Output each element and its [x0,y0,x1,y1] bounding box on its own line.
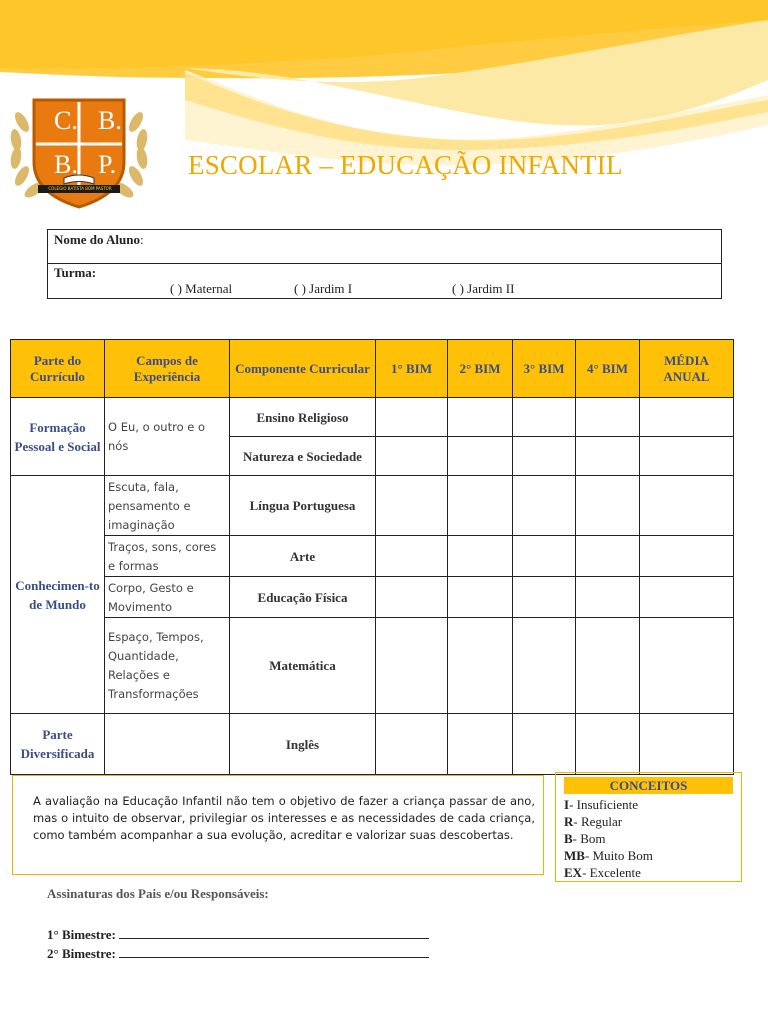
grade-cell[interactable] [448,618,513,714]
grade-cell[interactable] [640,618,734,714]
component-matematica: Matemática [230,618,376,714]
grade-cell[interactable] [513,437,576,476]
option-jardim-i[interactable]: ( ) Jardim I [294,281,353,296]
signatures-title: Assinaturas dos Pais e/ou Responsáveis: [47,886,269,901]
grade-cell[interactable] [576,476,640,536]
class-label: Turma: [54,265,97,280]
grade-cell[interactable] [513,577,576,618]
header-bim1: 1° BIM [376,340,448,398]
table-row [11,536,734,577]
grade-cell[interactable] [576,536,640,577]
part-conhecimento: Conhecimen-to de Mundo [11,476,105,714]
signature-rule-2[interactable] [119,945,429,958]
grade-cell[interactable] [448,398,513,437]
concept-item: B- Bom [564,831,606,846]
header-bim4: 4° BIM [576,340,640,398]
grade-cell[interactable] [376,476,448,536]
field-eu-outro: O Eu, o outro e o nós [105,398,230,476]
part-diversificada: Parte Diversificada [11,714,105,775]
grade-cell[interactable] [640,476,734,536]
header-parte: Parte do Currículo [11,340,105,398]
grade-cell[interactable] [513,476,576,536]
student-name-colon: : [139,232,144,247]
table-row [11,618,734,714]
student-name-label: Nome do Aluno [54,232,140,247]
logo-letter-p: P. [98,150,117,179]
logo-letter-b2: B. [54,150,78,179]
signature-label-2: 2° Bimestre: [47,946,116,961]
grade-cell[interactable] [640,577,734,618]
component-natureza: Natureza e Sociedade [230,437,376,476]
student-class-row [48,264,721,298]
field-empty [105,714,230,775]
school-logo [4,92,154,212]
concept-item: EX- Excelente [564,865,641,880]
grade-cell[interactable] [513,714,576,775]
header-bim2: 2° BIM [448,340,513,398]
grade-cell[interactable] [376,398,448,437]
field-tracos: Traços, sons, cores e formas [105,536,230,577]
concept-item: R- Regular [564,814,623,829]
component-portugues: Língua Portuguesa [230,476,376,536]
field-espaco: Espaço, Tempos, Quantidade, Relações e Transformações [105,618,230,714]
grade-cell[interactable] [376,437,448,476]
grade-cell[interactable] [448,714,513,775]
header-bim3: 3° BIM [513,340,576,398]
grade-cell[interactable] [376,618,448,714]
grade-cell[interactable] [513,536,576,577]
grade-cell[interactable] [640,398,734,437]
option-maternal[interactable]: ( ) Maternal [170,281,233,296]
component-religioso: Ensino Religioso [230,398,376,437]
grade-cell[interactable] [576,437,640,476]
table-row [11,714,734,775]
option-jardim-ii[interactable]: ( ) Jardim II [452,281,515,296]
grade-cell[interactable] [376,536,448,577]
signature-label-1: 1° Bimestre: [47,927,116,942]
logo-band-text: COLÉGIO BATISTA BOM PASTOR [48,186,112,191]
logo-letter-c: C. [54,106,78,135]
grade-cell[interactable] [448,577,513,618]
page-title: ESCOLAR – EDUCAÇÃO INFANTIL [188,150,623,180]
grades-table [10,339,734,775]
signature-line-1[interactable] [47,926,429,943]
grade-cell[interactable] [576,618,640,714]
grade-cell[interactable] [576,398,640,437]
table-row [11,398,734,437]
field-corpo: Corpo, Gesto e Movimento [105,577,230,618]
student-name-row [48,230,721,264]
concept-item: I- Insuficiente [564,797,639,812]
concept-item: MB- Muito Bom [564,848,653,863]
table-row [11,577,734,618]
header-campos: Campos de Experiência [105,340,230,398]
grade-cell[interactable] [576,577,640,618]
component-arte: Arte [230,536,376,577]
logo-letter-b1: B. [98,106,122,135]
evaluation-note: A avaliação na Educação Infantil não tem o objetivo de fazer a criança passar de ano, mas o intuito de observar, privilegiar os interesses e as necessidades de cada criança, como também acompanhar a sua evolução, acreditar e valorizar suas descobertas. [12,775,544,875]
grade-cell[interactable] [640,437,734,476]
header-media: MÉDIA ANUAL [640,340,734,398]
student-info-box [47,229,722,299]
field-escuta: Escuta, fala, pensamento e imaginação [105,476,230,536]
grade-cell[interactable] [640,536,734,577]
grade-cell[interactable] [376,714,448,775]
grade-cell[interactable] [448,437,513,476]
signature-rule-1[interactable] [119,926,429,939]
part-formacao: Formação Pessoal e Social [11,398,105,476]
grade-cell[interactable] [513,398,576,437]
header-componente: Componente Curricular [230,340,376,398]
grade-cell[interactable] [640,714,734,775]
component-ed-fisica: Educação Física [230,577,376,618]
concepts-legend [555,772,742,882]
signature-line-2[interactable] [47,945,429,962]
grade-cell[interactable] [513,618,576,714]
grade-cell[interactable] [448,476,513,536]
concepts-title: CONCEITOS [564,777,733,794]
table-row [11,476,734,536]
grade-cell[interactable] [376,577,448,618]
component-ingles: Inglês [230,714,376,775]
grade-cell[interactable] [448,536,513,577]
table-header-row [11,340,734,398]
grade-cell[interactable] [576,714,640,775]
